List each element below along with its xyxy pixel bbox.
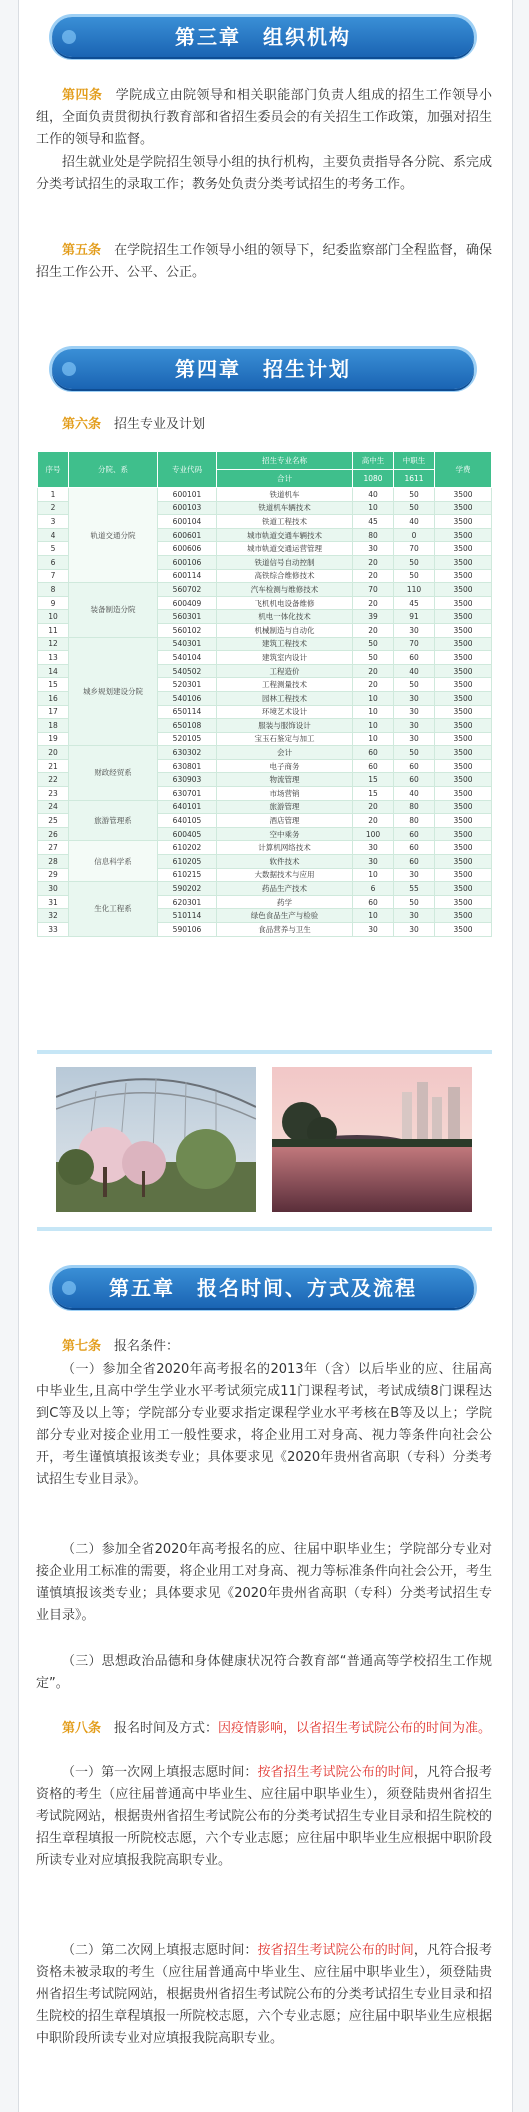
major-code: 650108 [158,719,217,733]
hs-quota: 60 [353,746,394,760]
major-name: 软件技术 [217,855,353,869]
table-row [38,800,492,814]
major-code: 640101 [158,800,217,814]
vs-quota: 0 [394,528,435,542]
col-total: 合计 [217,470,353,488]
table-row [38,746,492,760]
vs-quota: 60 [394,827,435,841]
major-code: 630903 [158,773,217,787]
major-name: 宝玉石鉴定与加工 [217,732,353,746]
vs-quota: 50 [394,488,435,502]
hs-quota: 10 [353,732,394,746]
row-no: 15 [38,678,69,692]
major-code: 520105 [158,732,217,746]
tuition: 3500 [435,705,492,719]
hs-quota: 100 [353,827,394,841]
hs-quota: 20 [353,664,394,678]
hs-quota: 20 [353,623,394,637]
major-name: 建筑室内设计 [217,651,353,665]
chapter-5-banner [52,1268,474,1308]
hs-quota: 20 [353,569,394,583]
chapter-4-banner [52,349,474,389]
article-4-cont [36,152,492,196]
vs-quota: 91 [394,610,435,624]
major-code: 520301 [158,678,217,692]
tuition: 3500 [435,637,492,651]
vs-quota: 50 [394,746,435,760]
row-no: 5 [38,542,69,556]
article-4-cont-text: 招生就业处是学院招生领导小组的执行机构，主要负责指导各分院、系完成分类考试招生的录取工作；教务处负责分类考试招生的考务工作。 [36,155,492,192]
row-no: 7 [38,569,69,583]
chapter-3-banner [52,17,474,57]
major-code: 600114 [158,569,217,583]
major-name: 市场营销 [217,787,353,801]
tuition: 3500 [435,583,492,597]
vs-quota: 50 [394,555,435,569]
tuition: 3500 [435,488,492,502]
row-no: 22 [38,773,69,787]
major-name: 会计 [217,746,353,760]
col-hs-total: 1080 [353,470,394,488]
table-row [38,488,492,502]
major-name: 汽车检测与维修技术 [217,583,353,597]
major-name: 工程测量技术 [217,678,353,692]
major-name: 药学 [217,895,353,909]
tuition: 3500 [435,855,492,869]
vs-quota: 50 [394,678,435,692]
row-no: 13 [38,651,69,665]
tuition: 3500 [435,610,492,624]
col-no: 序号 [38,452,69,488]
enrollment-plan-table [37,451,492,937]
tuition: 3500 [435,814,492,828]
major-name: 园林工程技术 [217,691,353,705]
divider-2 [37,1227,492,1231]
hs-quota: 20 [353,814,394,828]
hs-quota: 20 [353,555,394,569]
condition-2-text: （二）参加全省2020年高考报名的应、往届中职毕业生；学院部分专业对接企业用工标准的需要，将企业用工对身高、视力等标准条件向社会公开，考生谨慎填报该类专业；具体要求见《2020年贵州省高职（专科）分类考试招生专业目录》。 [36,1542,492,1623]
hs-quota: 10 [353,868,394,882]
tuition: 3500 [435,596,492,610]
tuition: 3500 [435,678,492,692]
hs-quota: 50 [353,651,394,665]
major-code: 510114 [158,909,217,923]
vs-quota: 60 [394,855,435,869]
vs-quota: 50 [394,895,435,909]
tuition: 3500 [435,923,492,937]
tuition: 3500 [435,787,492,801]
vs-quota: 30 [394,732,435,746]
row-no: 21 [38,759,69,773]
major-name: 药品生产技术 [217,882,353,896]
hs-quota: 40 [353,488,394,502]
condition-1 [36,1359,492,1491]
major-name: 绿色食品生产与检验 [217,909,353,923]
condition-3 [36,1651,492,1695]
hs-quota: 10 [353,705,394,719]
vs-quota: 50 [394,501,435,515]
step-1-time: 按省招生考试院公布的时间 [257,1765,414,1780]
col-vs: 中职生 [394,452,435,470]
major-code: 600106 [158,555,217,569]
dept-cell: 旅游管理系 [69,800,158,841]
major-code: 620301 [158,895,217,909]
hs-quota: 10 [353,501,394,515]
major-name: 环境艺术设计 [217,705,353,719]
col-code: 专业代码 [158,452,217,488]
row-no: 1 [38,488,69,502]
vs-quota: 30 [394,691,435,705]
major-code: 610205 [158,855,217,869]
vs-quota: 60 [394,651,435,665]
row-no: 24 [38,800,69,814]
major-name: 物流管理 [217,773,353,787]
table-row [38,583,492,597]
vs-quota: 40 [394,664,435,678]
major-name: 高铁综合维修技术 [217,569,353,583]
row-no: 31 [38,895,69,909]
article-5-text: 在学院招生工作领导小组的领导下，纪委监察部门全程监督，确保招生工作公开、公平、公正。 [36,243,492,280]
step-1-head: （一）第一次网上填报志愿时间： [62,1765,258,1780]
condition-3-text: （三）思想政治品德和身体健康状况符合教育部“普通高等学校招生工作规定”。 [36,1654,492,1691]
tuition: 3500 [435,800,492,814]
table-body [38,488,492,937]
banner-dot-icon [62,362,76,376]
article-6 [36,414,492,436]
tuition: 3500 [435,555,492,569]
tuition: 3500 [435,664,492,678]
major-name: 城市轨道交通车辆技术 [217,528,353,542]
article-7 [36,1336,492,1358]
hs-quota: 20 [353,678,394,692]
hs-quota: 30 [353,855,394,869]
tuition: 3500 [435,501,492,515]
row-no: 32 [38,909,69,923]
hs-quota: 60 [353,759,394,773]
article-6-text: 招生专业及计划 [101,417,206,432]
table-row [38,841,492,855]
row-no: 14 [38,664,69,678]
hs-quota: 20 [353,800,394,814]
article-6-label: 第六条 [62,417,102,432]
campus-photo-bridge [56,1067,256,1212]
step-2-head: （二）第二次网上填报志愿时间： [62,1943,258,1958]
vs-quota: 40 [394,515,435,529]
row-no: 9 [38,596,69,610]
step-2-time: 按省招生考试院公布的时间 [257,1943,414,1958]
chapter-4-title: 第四章 招生计划 [175,357,351,381]
step-1 [36,1762,492,1872]
major-name: 飞机机电设备维修 [217,596,353,610]
major-code: 610202 [158,841,217,855]
major-code: 610215 [158,868,217,882]
row-no: 18 [38,719,69,733]
banner-dot-icon [62,1281,76,1295]
hs-quota: 45 [353,515,394,529]
tuition: 3500 [435,542,492,556]
row-no: 30 [38,882,69,896]
row-no: 28 [38,855,69,869]
article-7-text: 报名条件： [101,1339,180,1354]
major-name: 服装与服饰设计 [217,719,353,733]
condition-2 [36,1539,492,1627]
tuition: 3500 [435,868,492,882]
major-code: 590106 [158,923,217,937]
tuition: 3500 [435,515,492,529]
dept-cell: 生化工程系 [69,882,158,936]
hs-quota: 70 [353,583,394,597]
col-name: 招生专业名称 [217,452,353,470]
vs-quota: 30 [394,868,435,882]
hs-quota: 6 [353,882,394,896]
table-row [38,637,492,651]
vs-quota: 30 [394,909,435,923]
row-no: 10 [38,610,69,624]
tuition: 3500 [435,732,492,746]
major-code: 630302 [158,746,217,760]
row-no: 33 [38,923,69,937]
major-code: 560102 [158,623,217,637]
major-name: 大数据技术与应用 [217,868,353,882]
major-code: 540301 [158,637,217,651]
major-name: 酒店管理 [217,814,353,828]
article-8-text: 报名时间及方式： [101,1721,219,1736]
hs-quota: 10 [353,691,394,705]
vs-quota: 60 [394,773,435,787]
hs-quota: 15 [353,787,394,801]
article-4-label: 第四条 [62,88,103,103]
vs-quota: 80 [394,800,435,814]
dept-cell: 轨道交通分院 [69,488,158,583]
row-no: 26 [38,827,69,841]
major-code: 600104 [158,515,217,529]
article-4 [36,85,492,151]
article-8-notice: 因疫情影响，以省招生考试院公布的时间为准。 [218,1721,492,1736]
row-no: 27 [38,841,69,855]
hs-quota: 39 [353,610,394,624]
hs-quota: 10 [353,909,394,923]
major-code: 600601 [158,528,217,542]
tuition: 3500 [435,623,492,637]
table-row [38,882,492,896]
row-no: 3 [38,515,69,529]
major-code: 630801 [158,759,217,773]
tuition: 3500 [435,569,492,583]
vs-quota: 60 [394,841,435,855]
vs-quota: 70 [394,637,435,651]
row-no: 4 [38,528,69,542]
row-no: 17 [38,705,69,719]
row-no: 23 [38,787,69,801]
hs-quota: 60 [353,895,394,909]
major-name: 机电一体化技术 [217,610,353,624]
chapter-5-title: 第五章 报名时间、方式及流程 [109,1276,417,1300]
row-no: 6 [38,555,69,569]
dept-cell: 装备制造分院 [69,583,158,637]
dept-cell: 财政经贸系 [69,746,158,800]
row-no: 20 [38,746,69,760]
article-8 [36,1718,492,1740]
tuition: 3500 [435,882,492,896]
article-5-label: 第五条 [62,243,102,258]
dept-cell: 信息科学系 [69,841,158,882]
tuition: 3500 [435,909,492,923]
dept-cell: 城乡规划建设分院 [69,637,158,746]
hs-quota: 50 [353,637,394,651]
divider [37,1050,492,1054]
condition-1-text: （一）参加全省2020年高考报名的2013年（含）以后毕业的应、往届高中毕业生,且高中学生学业水平考试须完成11门课程考试，考试成绩8门课程达到C等及以上等；学院部分专业要求指定课程学业水平考核在B等及以上；学院部分专业对接企业用工一般性要求，将企业用工对身高、视力等条件向社会公开，考生谨慎填报该类专业；具体要求见《2020年贵州省高职（专科）分类考试招生专业目录》。 [36,1362,492,1487]
major-name: 机械制造与自动化 [217,623,353,637]
vs-quota: 30 [394,705,435,719]
major-name: 空中乘务 [217,827,353,841]
tuition: 3500 [435,691,492,705]
major-code: 600103 [158,501,217,515]
row-no: 8 [38,583,69,597]
row-no: 19 [38,732,69,746]
vs-quota: 110 [394,583,435,597]
tuition: 3500 [435,759,492,773]
major-code: 650114 [158,705,217,719]
tuition: 3500 [435,651,492,665]
article-7-label: 第七条 [62,1339,102,1354]
major-code: 600409 [158,596,217,610]
major-code: 540502 [158,664,217,678]
major-code: 590202 [158,882,217,896]
major-code: 560702 [158,583,217,597]
row-no: 25 [38,814,69,828]
row-no: 11 [38,623,69,637]
vs-quota: 30 [394,923,435,937]
major-name: 铁道机车 [217,488,353,502]
col-hs: 高中生 [353,452,394,470]
vs-quota: 60 [394,759,435,773]
hs-quota: 30 [353,841,394,855]
major-name: 城市轨道交通运营管理 [217,542,353,556]
tuition: 3500 [435,827,492,841]
tuition: 3500 [435,895,492,909]
vs-quota: 30 [394,719,435,733]
tuition: 3500 [435,773,492,787]
major-code: 600405 [158,827,217,841]
vs-quota: 30 [394,623,435,637]
step-2 [36,1940,492,2050]
col-dept: 分院、系 [69,452,158,488]
article-4-text: 学院成立由院领导和相关职能部门负责人组成的招生工作领导小组，全面负责贯彻执行教育部和省招生委员会的有关招生工作政策，加强对招生工作的领导和监督。 [36,88,492,147]
row-no: 12 [38,637,69,651]
vs-quota: 80 [394,814,435,828]
hs-quota: 80 [353,528,394,542]
hs-quota: 30 [353,923,394,937]
row-no: 29 [38,868,69,882]
step-1-text: ，凡符合报考资格的考生（应往届普通高中毕业生、应往届中职毕业生），须登陆贵州省招生考试院网站，根据贵州省招生考试院公布的分类考试招生专业目录和招生院校的招生章程填报一所院校志愿，六个专业志愿；应往届中职毕业生应根据中职阶段所读专业对应填报我院高职专业。 [36,1765,492,1868]
major-name: 食品营养与卫生 [217,923,353,937]
tuition: 3500 [435,528,492,542]
chapter-3-title: 第三章 组织机构 [175,25,351,49]
hs-quota: 30 [353,542,394,556]
hs-quota: 20 [353,596,394,610]
vs-quota: 70 [394,542,435,556]
vs-quota: 45 [394,596,435,610]
hs-quota: 10 [353,719,394,733]
row-no: 16 [38,691,69,705]
major-code: 640105 [158,814,217,828]
major-code: 540104 [158,651,217,665]
article-8-label: 第八条 [62,1721,102,1736]
major-name: 旅游管理 [217,800,353,814]
hs-quota: 15 [353,773,394,787]
major-name: 计算机网络技术 [217,841,353,855]
tuition: 3500 [435,841,492,855]
col-vs-total: 1611 [394,470,435,488]
major-code: 540106 [158,691,217,705]
major-name: 铁道机车辆技术 [217,501,353,515]
row-no: 2 [38,501,69,515]
major-name: 建筑工程技术 [217,637,353,651]
major-code: 600101 [158,488,217,502]
major-name: 铁道信号自动控制 [217,555,353,569]
tuition: 3500 [435,746,492,760]
major-code: 600606 [158,542,217,556]
campus-photo-lake [272,1067,472,1212]
major-name: 铁道工程技术 [217,515,353,529]
major-name: 工程造价 [217,664,353,678]
vs-quota: 50 [394,569,435,583]
banner-dot-icon [62,30,76,44]
vs-quota: 55 [394,882,435,896]
major-name: 电子商务 [217,759,353,773]
vs-quota: 40 [394,787,435,801]
step-2-text: ，凡符合报考资格未被录取的考生（应往届普通高中毕业生、应往届中职毕业生），须登陆贵州省招生考试院网站，根据贵州省招生考试院公布的分类考试招生专业目录和招生院校的招生章程填报一所院校志愿，六个专业志愿；应往届中职毕业生应根据中职阶段所读专业对应填报我院高职专业。 [36,1943,492,2046]
article-5 [36,240,492,284]
col-fee: 学费 [435,452,492,488]
tuition: 3500 [435,719,492,733]
major-code: 560301 [158,610,217,624]
major-code: 630701 [158,787,217,801]
